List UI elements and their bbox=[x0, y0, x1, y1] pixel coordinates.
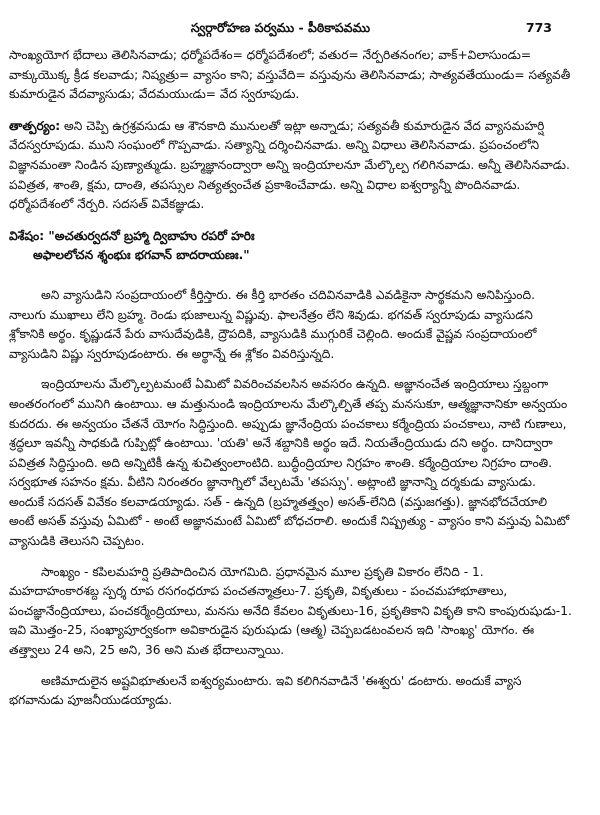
body-paragraph-1: అని వ్యాసుడిని సంప్రదాయంలో కీర్తిస్తారు. ఈ కీర్తి భారతం చదివినవాడికి ఎవడికైనా సార్థకమని అనిపిస్తుంది. నాలుగు ముఖాలు లేని బ్రహ్మ. రెండు భుజాలున్న విష్ణువు. ఫాలనేత్రం లేని శివుడు. భగవత్ స్వరూపుడు వ్యాసుడని శ్లోకానికి అర్థం. కృష్ణుడనే పేరు వాసుదేవుడికి, ద్రౌపదికి, వ్యాసుడికి ముగ్గురికే చెల్లింది. అందుకే వైష్ణవ సంప్రదాయంలో వ్యాసుడిని విష్ణు స్వరూపుడంటారు. ఈ అర్థాన్నే ఈ శ్లోకం వివరిస్తున్నది. bbox=[9, 287, 537, 361]
tatparyam-text: అని చెప్పి ఉగ్రశ్రవసుడు ఆ శౌనకాది మునులతో ఇట్లా అన్నాడు; సత్యవతీ కుమారుడైన వేద వ్యాసమహర్షి వేదస్వరూపుడు. ముని సంఘంలో గొప్పవాడు. సత్యాన్ని దర్శించినవాడు. అన్ని విధాలు తెలిసినవాడు. ప్రపంచంలోని విజ్ఞానమంతా నిండిన పుణ్యాత్ముడు. బ్రహ్మజ్ఞానంద్వారా అన్ని ఇంద్రియాలనూ మేల్కొల్ప గలిగినవాడు. అన్నీ తెలిసినవాడు. పవిత్రత, శాంతి, క్షమ, దాంతి, తపస్సుల నిత్యత్వంచేత ప్రకాశించేవాడు. అన్ని విధాల ఐశ్వర్యాన్నీ పొందినవాడు. ధర్మోపదేశంలో నేర్పరి. సదసత్ వివేకజ్ఞుడు. bbox=[9, 118, 570, 212]
body-paragraph-4: అణిమాదులైన అష్టవిభూతులనే ఐశ్వర్యమంటారు. ఇవి కలిగినవాడినే 'ఈశ్వరు' డంటారు. అందుకే వ్యాస భగవానుడు పూజనీయుడయ్యాడు. bbox=[9, 673, 522, 708]
verse-line-1: "అచతుర్వదనో బ్రహ్మా ద్విబాహు రపరో హరిః bbox=[44, 228, 255, 243]
visesham-label: విశేషం: bbox=[9, 228, 45, 243]
verse-line-2: అఫాలలోచన శ్శంభుః భగవాన్ బాదరాయణః." bbox=[33, 248, 250, 263]
page-header bbox=[9, 10, 572, 38]
body-paragraph-3: సాంఖ్యం - కపిలమహర్షి ప్రతిపాదించిన యోగమిది. ప్రధానమైన మూల ప్రకృతి వికారం లేనిది - 1. మహదాహంకారశబ్ద స్పర్శ రూప రసగంధరూప పంచతన్మాత్రలు-7. ప్రకృతి, వికృతులు - పంచమహాభూతాలు, పంచజ్ఞానేంద్రియాలు, పంచకర్మేంద్రియాలు, మనసు అనేది కేవలం వికృతులు-16, ప్రకృతికాని వికృతి కాని కాంపురుషుడు-1. ఇవి మొత్తం-25, సంఖ్యాపూర్వకంగా అవికారుడైన పురుషుడు (ఆత్మ) చెప్పబడటంవలన ఇది 'సాంఖ్య' యోగం. ఈ తత్త్వాలు 24 అని, 25 అని, 36 అని మత భేదాలున్నాయి. bbox=[9, 564, 572, 658]
tatparyam-paragraph bbox=[9, 117, 572, 215]
visesham-first-line bbox=[9, 227, 572, 247]
glossary-paragraph: సాంఖ్యయోగ భేదాలు తెలిసినవాడు; ధర్మోపదేశం= ధర్మోపదేశంలో; వతుర= నేర్పరితనంగల; వాక్+విలాసుండు= వాక్కుయొక్క క్రీడ కలవాడు; నిష్యత్రు= వ్యాసం కాని; వస్తువేది= వస్తువును తెలిసినవాడు; సాత్యవతేయుండు= సత్యవతీ కుమారుడైన వేదవ్యాసుడు; వేదమయుఁడు= వేద స్వరూపుడు. bbox=[9, 48, 571, 102]
body-paragraph-2: ఇంద్రియాలను మేల్కొల్పటమంటే ఏమిటో వివరించవలసిన అవసరం ఉన్నది. అజ్ఞానంచేత ఇంద్రియాలు స్తబ్దంగా అంతరంగంలో మునిగి ఉంటాయి. ఆ మత్తునుండి ఇంద్రియాలను మేల్కొల్పితే తప్ప మనసుకూ, ఆత్మజ్ఞానానికూ అన్వయం కుదరదు. ఈ అన్వయం చేతనే యోగం సిద్ధిస్తుంది. అప్పుడు జ్ఞానేంద్రియ పంచకాలు కర్మేంద్రియ పంచకాలు, నాటి గుణాలు, శ్రద్ధలూ ఇవన్నీ సాధకుడి గుప్పిట్లో ఉంటాయి. 'యతి' అనే శబ్దానికి అర్థం ఇదే. నియతేంద్రియుడు దని అర్థం. దానిద్వారా పవిత్రత సిద్ధిస్తుంది. అది అన్నిటికీ ఉన్న శుచిత్వంలాంటిది. బుద్ధీంద్రియాల నిగ్రహం శాంతి. కర్మేంద్రియాల నిగ్రహం దాంతి. సర్వభూత సహనం క్షమ. వీటిని నిరంతరం జ్ఞానాగ్నిలో వేల్చటమే 'తపస్సు'. అట్లాంటి జ్ఞానాన్ని దర్శకుడు వ్యాసుడు. అందుకే సదసత్ వివేకం కలవాడయ్యాడు. సత్ - ఉన్నది (బ్రహ్మతత్త్వం) అసత్-లేనిది (వస్తుజగత్తు). జ్ఞానభోదచేయాలి అంటే అసత్ వస్తువు ఏమిటో - అంటే అజ్ఞానమంటే ఏమిటో బోధచరాలి. అందుకే నిష్ప్రత్యు - వ్యాసం కాని వస్తువు ఏమిటో వ్యాసుడికి తెలుసని చెప్పటం. bbox=[9, 377, 570, 549]
page-number: 773 bbox=[525, 20, 552, 35]
tatparyam-label: తాత్పర్యం: bbox=[9, 118, 61, 133]
running-title: స్వర్గారోహణ పర్వము - పీఠికాపవము bbox=[190, 20, 371, 35]
visesham-section bbox=[9, 227, 572, 266]
